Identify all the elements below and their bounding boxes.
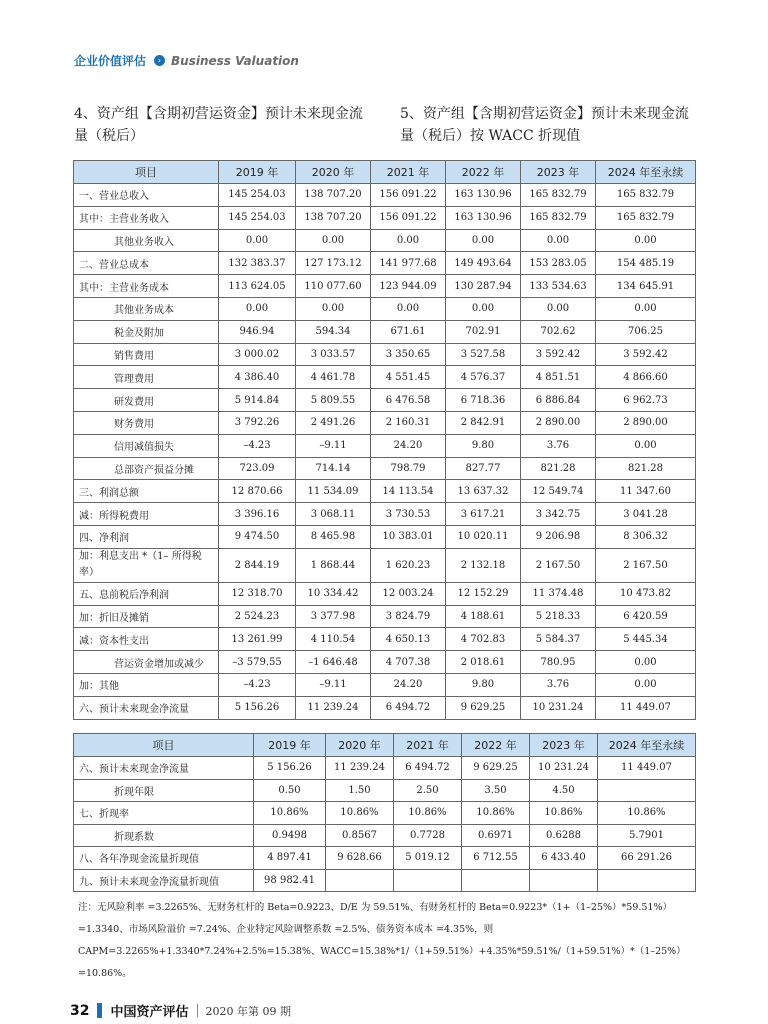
column-header: 2023 年 [521,161,596,184]
heading-discounted-cashflow: 5、资产组【含期初营运资金】预计未来现金流量（税后）按 WACC 折现值 [400,106,689,144]
cell-value: 3 068.11 [296,503,371,526]
cell-value: 2.50 [394,779,462,802]
footer-divider [197,1004,198,1017]
cell-value: 5 914.84 [219,389,296,412]
table-row [74,320,696,343]
cell-value: 3 592.42 [521,343,596,366]
cell-value: 11 449.07 [596,696,696,719]
cell-value: 163 130.96 [446,206,521,229]
table-row [74,275,696,298]
table-row [74,434,696,457]
cell-value: 9.80 [446,673,521,696]
row-label: 其他业务成本 [74,297,219,320]
cell-value: 594.34 [296,320,371,343]
row-label: 四、净利润 [74,525,219,548]
cell-value: 0.00 [446,297,521,320]
cashflow-table [73,160,696,720]
cell-value [598,869,696,892]
cell-value: 2 890.00 [596,411,696,434]
cell-value: 156 091.22 [371,184,446,207]
cell-value: 946.94 [219,320,296,343]
table-row [74,252,696,275]
cell-value: 154 485.19 [596,252,696,275]
cell-value: 2 491.26 [296,411,371,434]
column-header: 2020 年 [326,734,394,757]
cell-value: 127 173.12 [296,252,371,275]
table-row [74,229,696,252]
cell-value: 4 576.37 [446,366,521,389]
cell-value: 9 628.66 [326,847,394,870]
cell-value: 4 897.41 [254,847,326,870]
table-header-row [74,734,696,757]
cell-value: 0.00 [371,297,446,320]
row-label: 营运资金增加或减少 [74,651,219,674]
row-label: 六、预计未来现金净流量 [74,757,254,780]
cell-value: 9 629.25 [462,757,530,780]
cell-value: 130 287.94 [446,275,521,298]
table-row [74,605,696,628]
cell-value [326,869,394,892]
cell-value: 5 809.55 [296,389,371,412]
row-label: 税金及附加 [74,320,219,343]
cell-value: –4.23 [219,434,296,457]
table-row [74,696,696,719]
cell-value: 2 524.23 [219,605,296,628]
table-header-row [74,161,696,184]
cell-value: 4 551.45 [371,366,446,389]
cell-value: 0.00 [296,229,371,252]
cell-value: 702.91 [446,320,521,343]
cell-value: 132 383.37 [219,252,296,275]
row-label: 一、营业总收入 [74,184,219,207]
footer-bar [97,1003,102,1018]
cell-value: 827.77 [446,457,521,480]
cell-value: 4 702.83 [446,628,521,651]
discounted-cashflow-table [73,733,696,892]
cell-value: 0.00 [596,434,696,457]
cell-value: 12 318.70 [219,582,296,605]
cell-value: 138 707.20 [296,206,371,229]
cell-value: 11 347.60 [596,480,696,503]
cell-value: 11 374.48 [521,582,596,605]
row-label: 九、预计未来现金净流量折现值 [74,869,254,892]
cell-value: 5 218.33 [521,605,596,628]
magazine-name: 中国资产评估 [110,1005,189,1020]
cell-value: –9.11 [296,434,371,457]
cell-value: 0.00 [219,229,296,252]
footnote: 注：无风险利率 =3.2265%、无财务杠杆的 Beta=0.9223、D/E 为 59.51%、有财务杠杆的 Beta=0.9223*（1+（1–25%）*59.51%）=1.3340、市场风险溢价 =7.24%、企业特定风险调整系数 =2.5%、债务资本成本 =4.35%，则 CAPM=3.2265%+1.3340*7.24%+2.5%=15.38%、WACC=15.38%*1/（1+59.51%）+4.35%*59.51%/（1+59.51%）*（1–25%）=10.86%。 [78,902,686,979]
table-row [74,184,696,207]
cell-value: 798.79 [371,457,446,480]
cell-value: 6 718.36 [446,389,521,412]
cell-value: 156 091.22 [371,206,446,229]
cell-value: 0.00 [521,297,596,320]
column-header: 2021 年 [394,734,462,757]
column-header: 2024 年至永续 [598,734,696,757]
cell-value: 10.86% [254,802,326,825]
cell-value: 2 018.61 [446,651,521,674]
cell-value: 12 003.24 [371,582,446,605]
row-label: 减：资本性支出 [74,628,219,651]
cell-value [394,869,462,892]
cell-value: 2 844.19 [219,548,296,582]
cell-value: 141 977.68 [371,252,446,275]
cell-value: 6 476.58 [371,389,446,412]
table-row [74,779,696,802]
row-label: 加：其他 [74,673,219,696]
cell-value: 1 620.23 [371,548,446,582]
row-label: 五、息前税后净利润 [74,582,219,605]
table-row [74,869,696,892]
row-label: 二、营业总成本 [74,252,219,275]
cell-value: 3 377.98 [296,605,371,628]
cell-value: 4 188.61 [446,605,521,628]
row-label: 研发费用 [74,389,219,412]
cell-value: 9 629.25 [446,696,521,719]
page-footer [70,1001,291,1020]
cell-value: 0.00 [596,229,696,252]
section-title-cn: 企业价值评估 [74,54,147,68]
table-row [74,343,696,366]
cell-value: 134 645.91 [596,275,696,298]
cell-value: 0.50 [254,779,326,802]
cell-value: 4 386.40 [219,366,296,389]
table-row [74,673,696,696]
cell-value: 5 156.26 [219,696,296,719]
cell-value: 165 832.79 [596,206,696,229]
cell-value: 10.86% [462,802,530,825]
cell-value: 3 396.16 [219,503,296,526]
cell-value: 3.50 [462,779,530,802]
row-label: 财务费用 [74,411,219,434]
cell-value: 24.20 [371,434,446,457]
cell-value: 145 254.03 [219,206,296,229]
column-header: 2019 年 [219,161,296,184]
cell-value: 13 261.99 [219,628,296,651]
cell-value [462,869,530,892]
cell-value: 153 283.05 [521,252,596,275]
cell-value: 13 637.32 [446,480,521,503]
cell-value: 10.86% [598,802,696,825]
cell-value: 6 494.72 [371,696,446,719]
row-label: 信用减值损失 [74,434,219,457]
cell-value: 0.00 [371,229,446,252]
cell-value: 3 350.65 [371,343,446,366]
cell-value: 0.00 [219,297,296,320]
table-row [74,582,696,605]
table-row [74,366,696,389]
row-label: 总部资产损益分摊 [74,457,219,480]
cell-value: 10 334.42 [296,582,371,605]
cell-value: 821.28 [521,457,596,480]
cell-value: 12 152.29 [446,582,521,605]
table-row [74,847,696,870]
cell-value: –4.23 [219,673,296,696]
cell-value: 4 866.60 [596,366,696,389]
cell-value: 2 132.18 [446,548,521,582]
cell-value: 0.00 [596,651,696,674]
cell-value: 6 420.59 [596,605,696,628]
cell-value: 3 824.79 [371,605,446,628]
cell-value: –3 579.55 [219,651,296,674]
cell-value: 3 527.58 [446,343,521,366]
row-label: 三、利润总额 [74,480,219,503]
cell-value: 10.86% [326,802,394,825]
table-row [74,503,696,526]
table-row [74,297,696,320]
row-label: 其他业务收入 [74,229,219,252]
cell-value: 9 206.98 [521,525,596,548]
cell-value: 2 842.91 [446,411,521,434]
table-row [74,480,696,503]
cell-value: 133 534.63 [521,275,596,298]
cell-value: 10 231.24 [530,757,598,780]
cell-value: 163 130.96 [446,184,521,207]
cell-value: 4.50 [530,779,598,802]
cell-value: 24.20 [371,673,446,696]
cell-value [530,869,598,892]
column-header: 2022 年 [462,734,530,757]
cell-value: 113 624.05 [219,275,296,298]
cell-value: 2 160.31 [371,411,446,434]
cell-value: 4 461.78 [296,366,371,389]
cell-value: 0.7728 [394,824,462,847]
cell-value: 5 445.34 [596,628,696,651]
cell-value: 3 000.02 [219,343,296,366]
cell-value: 3 342.75 [521,503,596,526]
cell-value: –9.11 [296,673,371,696]
cell-value: 3.76 [521,434,596,457]
column-header: 项目 [74,161,219,184]
cell-value: 3 592.42 [596,343,696,366]
cell-value: 165 832.79 [596,184,696,207]
table-row [74,457,696,480]
cell-value: 138 707.20 [296,184,371,207]
cell-value: 10 383.01 [371,525,446,548]
cell-value: 6 886.84 [521,389,596,412]
cell-value: 0.00 [446,229,521,252]
heading-cashflow: 4、资产组【含期初营运资金】预计未来现金流量（税后） [74,106,363,144]
cell-value: 110 077.60 [296,275,371,298]
cell-value: 1.50 [326,779,394,802]
column-header: 2020 年 [296,161,371,184]
row-label: 加：折旧及摊销 [74,605,219,628]
cell-value [598,779,696,802]
cell-value: 5.7901 [598,824,696,847]
cell-value: 14 113.54 [371,480,446,503]
row-label: 其中：主营业务收入 [74,206,219,229]
row-label: 管理费用 [74,366,219,389]
column-header: 2021 年 [371,161,446,184]
cell-value: 6 433.40 [530,847,598,870]
cell-value: 6 962.73 [596,389,696,412]
cell-value: 4 650.13 [371,628,446,651]
cell-value: 12 549.74 [521,480,596,503]
cell-value: 165 832.79 [521,184,596,207]
table-row [74,389,696,412]
row-label: 六、预计未来现金净流量 [74,696,219,719]
cell-value: 706.25 [596,320,696,343]
cell-value: 2 890.00 [521,411,596,434]
cell-value: 9 474.50 [219,525,296,548]
cell-value: 714.14 [296,457,371,480]
cell-value: 0.6971 [462,824,530,847]
cell-value: 5 019.12 [394,847,462,870]
table-row [74,548,696,582]
cell-value: –1 646.48 [296,651,371,674]
cell-value: 0.00 [596,297,696,320]
cell-value: 98 982.41 [254,869,326,892]
cell-value: 10 231.24 [521,696,596,719]
row-label: 折现年限 [74,779,254,802]
cell-value: 2 167.50 [596,548,696,582]
cell-value: 3 041.28 [596,503,696,526]
cell-value: 10 473.82 [596,582,696,605]
cell-value: 0.00 [521,229,596,252]
column-header: 2023 年 [530,734,598,757]
cell-value: 6 494.72 [394,757,462,780]
cell-value: 3.76 [521,673,596,696]
cell-value: 4 851.51 [521,366,596,389]
cell-value: 0.9498 [254,824,326,847]
cell-value: 1 868.44 [296,548,371,582]
table-row [74,651,696,674]
cell-value: 4 110.54 [296,628,371,651]
cell-value: 10 020.11 [446,525,521,548]
cell-value: 8 465.98 [296,525,371,548]
table-row [74,628,696,651]
column-header: 2022 年 [446,161,521,184]
cell-value: 6 712.55 [462,847,530,870]
cell-value: 10.86% [394,802,462,825]
cell-value: 821.28 [596,457,696,480]
cell-value: 11 239.24 [326,757,394,780]
column-header: 项目 [74,734,254,757]
cell-value: 3 792.26 [219,411,296,434]
cell-value: 723.09 [219,457,296,480]
cell-value: 671.61 [371,320,446,343]
cell-value: 0.8567 [326,824,394,847]
cell-value: 11 534.09 [296,480,371,503]
table-row [74,802,696,825]
row-label: 八、各年净现金流量折现值 [74,847,254,870]
cell-value: 149 493.64 [446,252,521,275]
table-row [74,525,696,548]
table-row [74,757,696,780]
cell-value: 702.62 [521,320,596,343]
column-header: 2024 年至永续 [596,161,696,184]
cell-value: 0.00 [296,297,371,320]
cell-value: 165 832.79 [521,206,596,229]
cell-value: 4 707.38 [371,651,446,674]
row-label: 七、折现率 [74,802,254,825]
row-label: 其中：主营业务成本 [74,275,219,298]
cell-value: 10.86% [530,802,598,825]
chevron-right-icon: › [154,55,165,66]
cell-value: 0.00 [596,673,696,696]
issue-label: 2020 年第 09 期 [205,1004,291,1018]
row-label: 折现系数 [74,824,254,847]
cell-value: 780.95 [521,651,596,674]
table-row [74,824,696,847]
cell-value: 11 239.24 [296,696,371,719]
cell-value: 2 167.50 [521,548,596,582]
page-number: 32 [70,1002,90,1019]
cell-value: 3 730.53 [371,503,446,526]
row-label: 加：利息支出 *（1– 所得税率） [74,548,219,582]
table-row [74,411,696,434]
section-title-en: Business Valuation [171,53,299,68]
cell-value: 123 944.09 [371,275,446,298]
column-header: 2019 年 [254,734,326,757]
cell-value: 66 291.26 [598,847,696,870]
cell-value: 3 033.57 [296,343,371,366]
cell-value: 8 306.32 [596,525,696,548]
cell-value: 11 449.07 [598,757,696,780]
cell-value: 5 584.37 [521,628,596,651]
cell-value: 5 156.26 [254,757,326,780]
cell-value: 9.80 [446,434,521,457]
table-row [74,206,696,229]
row-label: 减：所得税费用 [74,503,219,526]
cell-value: 0.6288 [530,824,598,847]
row-label: 销售费用 [74,343,219,366]
cell-value: 3 617.21 [446,503,521,526]
cell-value: 12 870.66 [219,480,296,503]
running-header [74,52,299,69]
cell-value: 145 254.03 [219,184,296,207]
